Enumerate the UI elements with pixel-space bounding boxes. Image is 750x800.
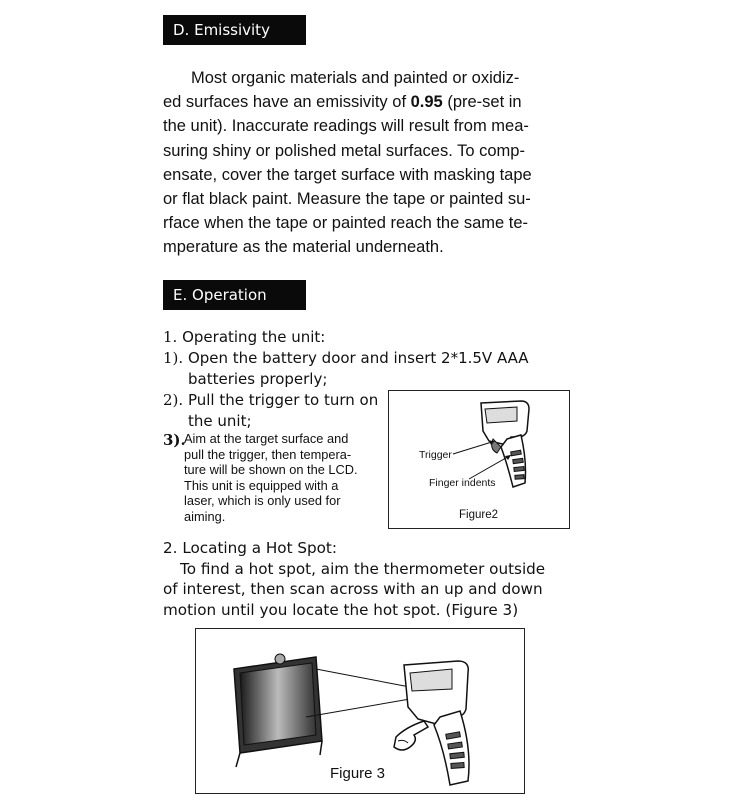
step-3-line: ture will be shown on the LCD.: [184, 462, 358, 477]
para-line: rface when the tape or painted reach the same te-: [163, 214, 529, 233]
hot-spot-line: of interest, then scan across with an up and down: [163, 580, 543, 598]
item-1: [163, 327, 325, 348]
para-line: ensate, cover the target surface with masking tape: [163, 165, 532, 184]
hot-spot-line: motion until you locate the hot spot. (Figure 3): [163, 600, 519, 619]
emissivity-paragraph: [163, 66, 543, 260]
step-number: 2).: [163, 391, 184, 409]
step-3-line: laser, which is only used for: [184, 493, 341, 508]
emissivity-value: 0.95: [410, 93, 443, 112]
step-3-text: [184, 431, 358, 524]
step-3-line: pull the trigger, then tempera-: [184, 446, 352, 462]
para-line: mperature as the material underneath.: [163, 238, 444, 257]
thermometer-illustration: [389, 391, 569, 528]
figure-2-caption: Figure2: [459, 509, 498, 521]
figure-2: [388, 390, 570, 529]
step-3-line: This unit is equipped with a: [184, 477, 339, 493]
hot-spot-line: To find a hot spot, aim the thermometer outside: [180, 559, 546, 578]
step-1: [163, 348, 529, 369]
step-1-cont: batteries properly;: [188, 370, 328, 388]
item-number: 1.: [163, 328, 178, 346]
para-line: or flat black paint. Measure the tape or painted su-: [163, 190, 531, 209]
figure-3: [195, 628, 525, 794]
step-number: 1).: [163, 349, 184, 367]
step-2-cont: the unit;: [188, 412, 252, 430]
section-d-heading: D. Emissivity: [163, 15, 306, 45]
finger-indents-label: Finger indents: [429, 477, 496, 489]
hot-spot-title: 2. Locating a Hot Spot:: [163, 539, 338, 557]
step-3-line: aiming.: [184, 508, 226, 524]
item-text: Operating the unit:: [182, 328, 326, 346]
hot-spot-section: [163, 538, 583, 620]
para-line: [163, 90, 543, 114]
step-3-line: Aim at the target surface and: [184, 431, 349, 446]
para-text: ed surfaces have an emissivity of: [163, 93, 411, 112]
para-text: (pre-set in: [442, 93, 522, 112]
figure-3-caption: Figure 3: [330, 765, 386, 782]
step-text: Pull the trigger to turn on: [187, 391, 379, 409]
para-line: Most organic materials and painted or oxidiz-: [191, 69, 520, 87]
step-text: Open the battery door and insert 2*1.5V AAA: [187, 349, 529, 367]
section-e-heading: E. Operation: [163, 280, 306, 310]
trigger-label: Trigger: [419, 449, 452, 461]
step-2: [163, 390, 378, 411]
para-line: the unit). Inaccurate readings will result from mea-: [163, 117, 529, 136]
step-3-number: 3).: [163, 431, 186, 449]
para-line: suring shiny or polished metal surfaces. To comp-: [163, 141, 525, 160]
